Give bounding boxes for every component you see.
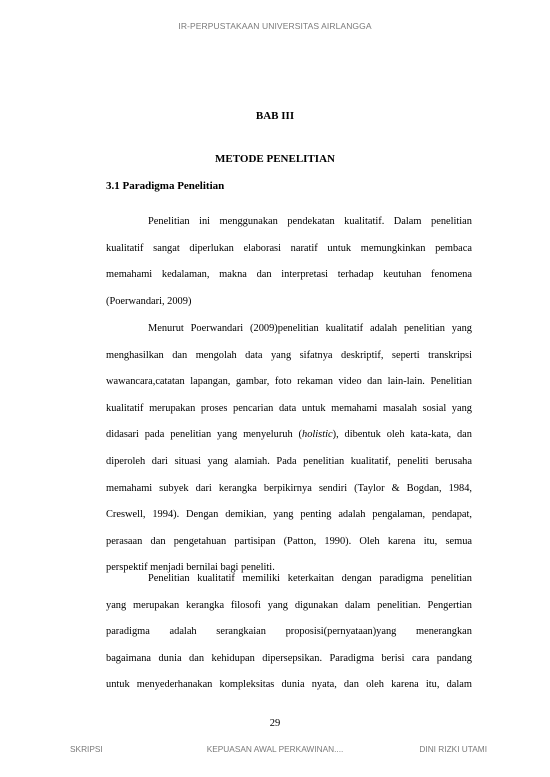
paragraph-line: paradigma adalah serangkaian proposisi(pernyataan)yang menerangkan (106, 626, 472, 638)
section-heading: 3.1 Paradigma Penelitian (106, 180, 225, 192)
repository-header: IR-PERPUSTAKAAN UNIVERSITAS AIRLANGGA (178, 21, 372, 31)
paragraph-line: didasari pada penelitian yang menyeluruh (holistic), dibentuk oleh kata-kata, dan (106, 429, 472, 441)
paragraph-1 (106, 209, 472, 315)
paragraph-2 (106, 316, 472, 582)
paragraph-line: Menurut Poerwandari (2009)penelitian kualitatif adalah penelitian yang (148, 323, 472, 334)
paragraph-line: memahami subyek dari kerangka berpikirnya sendiri (Taylor & Bogdan, 1984, (106, 482, 472, 494)
paragraph-line: bagaimana dunia dan kehidupan dipersepsikan. Paradigma berisi cara pandang (106, 652, 472, 664)
footer-author: DINI RIZKI UTAMI (419, 744, 487, 754)
paragraph-line: diperoleh dari situasi yang alamiah. Pada penelitian kualitatif, peneliti berusaha (106, 455, 472, 467)
paragraph-line: Creswell, 1994). Dengan demikian, yang penting adalah pengalaman, pendapat, (106, 509, 472, 521)
paragraph-line: perspektif menjadi bernilai bagi peneliti. (106, 562, 275, 574)
paragraph-line: yang merupakan kerangka filosofi yang digunakan dalam penelitian. Pengertian (106, 599, 472, 611)
paragraph-line: menghasilkan dan mengolah data yang sifatnya deskriptif, seperti transkripsi (106, 349, 472, 361)
chapter-label: BAB III (255, 110, 295, 122)
paragraph-line: kualitatif sangat diperlukan elaborasi naratif untuk memungkinkan pembaca (106, 242, 472, 254)
paragraph-line: wawancara,catatan lapangan, gambar, foto rekaman video dan lain-lain. Penelitian (106, 376, 472, 388)
paragraph-line: perasaan dan pengetahuan partisipan (Patton, 1990). Oleh karena itu, semua (106, 535, 472, 547)
page-number: 29 (269, 718, 281, 729)
footer-document-type: SKRIPSI (70, 744, 103, 754)
paragraph-line: untuk menyederhanakan kompleksitas dunia nyata, dan oleh karena itu, dalam (106, 679, 472, 691)
chapter-title: METODE PENELITIAN (215, 153, 335, 165)
italic-term: holistic (302, 429, 333, 441)
paragraph-line: (Poerwandari, 2009) (106, 295, 192, 307)
paragraph-line: Penelitian ini menggunakan pendekatan kualitatif. Dalam penelitian (148, 216, 472, 227)
paragraph-line: Penelitian kualitatif memiliki keterkaitan dengan paradigma penelitian (148, 573, 472, 584)
paragraph-line: kualitatif merupakan proses pencarian data untuk memahami masalah sosial yang (106, 402, 472, 414)
paragraph-line: memahami kedalaman, makna dan interpretasi terhadap keutuhan fenomena (106, 269, 472, 281)
footer-title: KEPUASAN AWAL PERKAWINAN.... (206, 744, 344, 754)
paragraph-3 (106, 566, 472, 699)
